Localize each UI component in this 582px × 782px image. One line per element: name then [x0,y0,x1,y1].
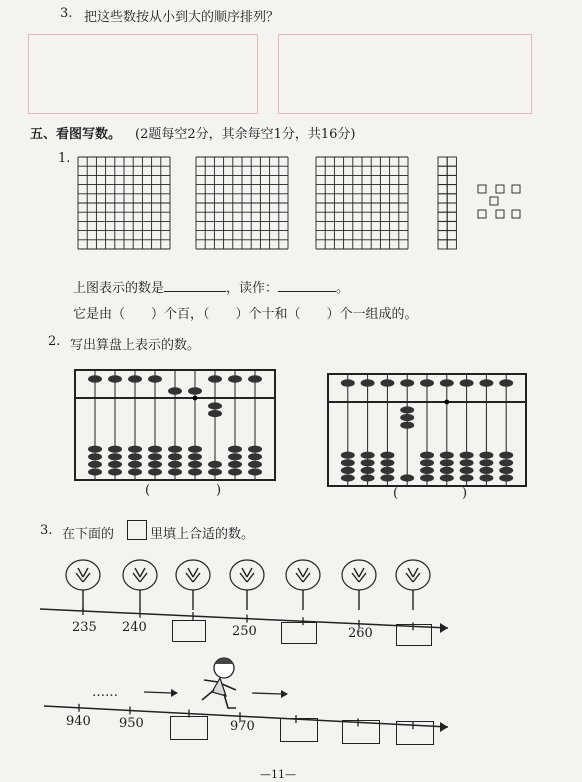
strip-cell [438,240,447,249]
tree-icon [176,560,210,610]
q1-answer-blank-number[interactable] [164,279,226,292]
lower-bead [380,459,394,466]
lower-bead [479,474,493,481]
strip-cell [438,175,447,184]
nl1-answer-box-3[interactable] [396,624,432,646]
lower-bead [499,474,513,481]
lower-bead [380,452,394,459]
upper-bead [188,387,202,395]
lower-bead [228,468,242,475]
tree-row [66,560,430,610]
nl2-answer-box-4[interactable] [396,721,434,745]
lower-bead [248,453,262,460]
lower-bead [148,446,162,453]
lower-bead [148,468,162,475]
tree-icon [396,560,430,610]
lower-bead [88,461,102,468]
lower-bead [499,452,513,459]
unit-dot [193,396,198,401]
lower-bead [361,467,375,474]
lower-bead [361,474,375,481]
lower-bead [460,467,474,474]
strip-cell [447,194,456,203]
lower-bead [88,453,102,460]
abacus-right [328,374,526,486]
unit-square [496,210,504,218]
nl2-answer-box-2[interactable] [280,718,318,742]
upper-bead [361,379,375,387]
q1-text-number-is: 上图表示的数是 [73,281,165,296]
unit-dot [444,400,449,405]
lower-bead [128,461,142,468]
lower-bead [108,468,122,475]
upper-bead [148,375,162,383]
lower-bead [148,461,162,468]
nl2-answer-box-3[interactable] [342,720,380,744]
line-1-arrow [440,623,448,633]
lower-bead [248,446,262,453]
lower-bead [248,468,262,475]
section-5-score-note: (2题每空2分，其余每空1分，共16分) [135,127,356,142]
lower-bead [208,468,222,475]
lower-bead [108,461,122,468]
section-5-title: 五、看图写数。 [30,127,122,142]
upper-bead [479,379,493,387]
lower-bead [168,453,182,460]
ten-strip [438,157,456,249]
hop-arrow [252,693,282,694]
lower-bead [188,468,202,475]
strip-cell [438,212,447,221]
strip-cell [438,166,447,175]
lower-bead [440,467,454,474]
lower-bead [420,452,434,459]
q1-text-hundreds-prefix: 它是由（ [73,307,126,322]
unit-square [512,210,520,218]
unit-square [478,185,486,193]
strip-cell [447,212,456,221]
strip-cell [447,175,456,184]
running-child-icon [202,658,236,708]
question-3-text: 把这些数按从小到大的顺序排列？ [84,10,280,25]
lower-bead [460,474,474,481]
question-3-fill-text-a: 在下面的 [62,527,115,542]
lower-bead [128,446,142,453]
lower-bead [440,459,454,466]
hop-arrow-head [171,689,178,697]
q1-text-read-as: ，读作： [226,281,279,296]
q1-composition-line [73,303,418,322]
strip-cell [438,203,447,212]
nl2-dots: …… [92,685,118,700]
lower-bead [341,467,355,474]
tree-icon [342,560,376,610]
strip-cell [438,231,447,240]
lower-bead [168,446,182,453]
tree-crown [286,560,320,590]
lower-bead [168,468,182,475]
strip-cell [438,157,447,166]
lower-bead [460,459,474,466]
tree-icon [230,560,264,610]
nl1-label-240: 240 [122,620,147,635]
lower-bead [460,452,474,459]
tree-crown [66,560,100,590]
strip-cell [438,185,447,194]
abacus-left-paren-open: ( [145,483,151,498]
question-3-fill-number: 3. [40,523,53,538]
lower-bead [108,446,122,453]
tree-icon [66,560,100,610]
nl2-answer-box-1[interactable] [170,716,208,740]
q1-number-line-a [73,277,349,296]
lower-bead [108,453,122,460]
upper-bead [380,379,394,387]
sample-box-icon [127,520,147,540]
lower-bead [341,452,355,459]
tree-crown [230,560,264,590]
lower-bead [361,459,375,466]
abacus-right-answer-blank[interactable] [400,486,460,502]
tree-crown [342,560,376,590]
unit-square [478,210,486,218]
lower-bead [148,453,162,460]
question-1-number: 1. [58,151,71,166]
line-2-arrow [440,722,448,732]
lower-bead [188,461,202,468]
lower-bead-active [208,402,222,409]
lower-bead [400,474,414,481]
lower-bead [380,474,394,481]
nl1-answer-box-1[interactable] [172,620,206,642]
upper-bead [341,379,355,387]
strip-cell [447,240,456,249]
q1-text-hundreds: ）个百，（ [151,307,210,322]
strip-cell [447,157,456,166]
strip-cell [438,221,447,230]
lower-bead [380,467,394,474]
tree-icon [286,560,320,610]
lower-bead-active [208,410,222,417]
abacus-left-answer-blank[interactable] [152,483,214,499]
nl1-label-250: 250 [232,624,257,639]
lower-bead [228,446,242,453]
nl1-answer-box-2[interactable] [281,622,317,644]
upper-bead [440,379,454,387]
lower-bead [499,459,513,466]
lower-bead [228,453,242,460]
strip-cell [447,185,456,194]
lower-bead [248,461,262,468]
lower-bead [440,474,454,481]
question-2-number: 2. [48,334,61,349]
nl2-label-940: 940 [66,714,91,729]
abacus-left-paren-close: ) [216,483,222,498]
lower-bead [188,446,202,453]
upper-bead [208,375,222,383]
hop-arrow [144,692,172,693]
upper-bead [400,379,414,387]
lower-bead [420,467,434,474]
lower-bead-active [400,422,414,429]
upper-bead [460,379,474,387]
lower-bead [88,468,102,475]
hop-arrow-head [281,690,288,698]
upper-bead [228,375,242,383]
page-number: —11— [260,768,296,781]
upper-bead [420,379,434,387]
lower-bead [128,453,142,460]
unit-square [512,185,520,193]
upper-bead [248,375,262,383]
lower-bead [188,453,202,460]
lower-bead-active [400,414,414,421]
lower-bead [88,446,102,453]
hundred-grid-1 [78,157,170,249]
q1-text-tens: ）个十和（ [235,307,301,322]
lower-bead [440,452,454,459]
lower-bead-active [400,406,414,413]
unit-squares [478,185,520,218]
hundred-grid-2 [196,157,288,249]
upper-bead [168,387,182,395]
nl1-label-260: 260 [348,626,373,641]
strip-cell [447,203,456,212]
question-3-fill-text-b: 里填上合适的数。 [150,527,255,542]
lower-bead [361,452,375,459]
abacus-left [75,370,275,480]
lower-bead [228,461,242,468]
runner-hair [214,658,234,664]
tree-crown [396,560,430,590]
upper-bead [128,375,142,383]
strip-cell [438,194,447,203]
tree-crown [123,560,157,590]
upper-bead [499,379,513,387]
question-3-number: 3. [60,6,73,21]
nl1-label-235: 235 [72,620,97,635]
lower-bead [168,461,182,468]
tree-crown [176,560,210,590]
lower-bead [420,459,434,466]
upper-bead [88,375,102,383]
lower-bead [128,468,142,475]
q1-text-ones: ）个一组成的。 [326,307,418,322]
strip-cell [447,166,456,175]
lower-bead [420,474,434,481]
lower-bead [208,461,222,468]
lower-bead [479,459,493,466]
tree-icon [123,560,157,610]
unit-square [490,197,498,205]
unit-square [496,185,504,193]
nl2-label-950: 950 [119,716,144,731]
q1-text-period: 。 [336,281,350,296]
hundred-grid-3 [316,157,408,249]
question-2-text: 写出算盘上表示的数。 [70,338,201,353]
lower-bead [341,474,355,481]
lower-bead [499,467,513,474]
strip-cell [447,231,456,240]
upper-bead [108,375,122,383]
lower-bead [479,452,493,459]
hundred-grid-blocks [78,157,408,249]
abacus-right-paren-close: ) [462,486,468,501]
lower-bead [341,459,355,466]
strip-cell [447,221,456,230]
abacus-right-paren-open: ( [393,486,399,501]
nl2-label-970: 970 [230,719,255,734]
q1-answer-blank-reading[interactable] [278,279,336,292]
lower-bead [479,467,493,474]
